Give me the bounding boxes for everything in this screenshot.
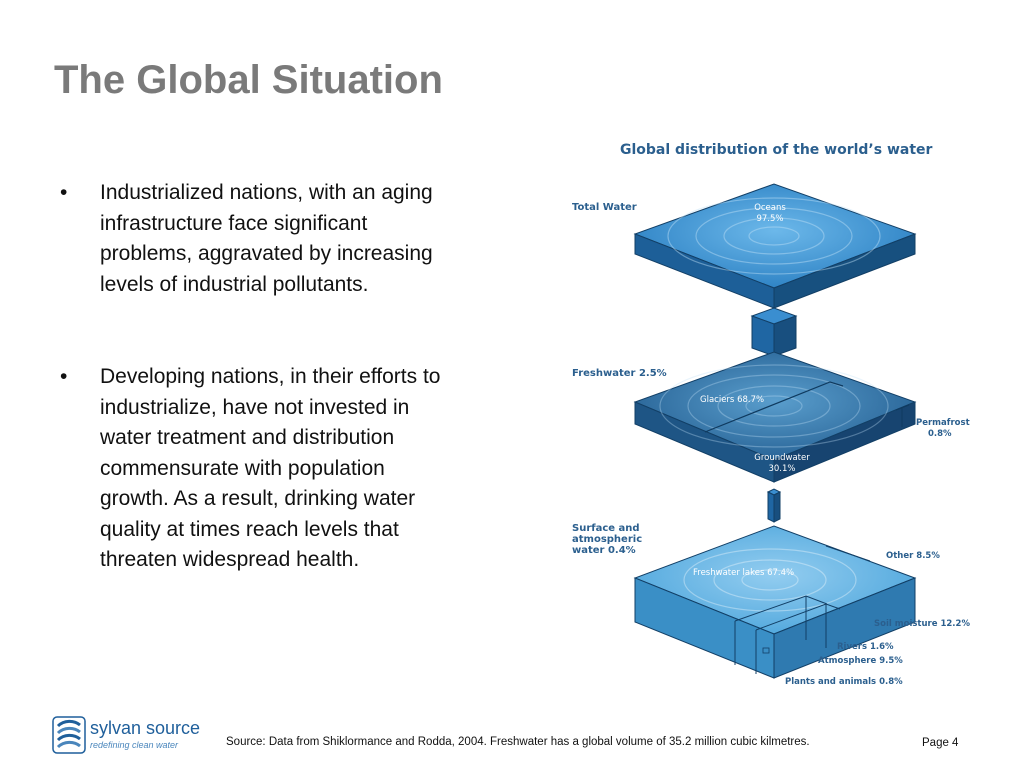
permafrost-value: 0.8% xyxy=(928,429,952,439)
bullet-item xyxy=(60,178,530,300)
bullet-text: Industrialized nations, with an aging infrastructure face significant problems, aggravated by increasing levels of industrial pollutants. xyxy=(100,181,433,296)
bullet-item xyxy=(60,362,530,576)
groundwater-label: Groundwater xyxy=(754,453,810,463)
logo-tagline: redefining clean water xyxy=(90,740,179,750)
other-label: Other 8.5% xyxy=(886,551,940,561)
plants-and-animals-label: Plants and animals 0.8% xyxy=(785,677,903,687)
company-logo xyxy=(52,716,202,756)
sylvan-source-logo-icon xyxy=(52,716,86,754)
oceans-label: Oceans xyxy=(754,203,786,213)
freshwater-lakes-label: Freshwater lakes 67.4% xyxy=(693,568,795,578)
glaciers-label: Glaciers 68.7% xyxy=(700,395,765,405)
level-label-surface-water: Surface and atmospheric water 0.4% xyxy=(572,523,643,556)
water-distribution-figure xyxy=(560,130,980,690)
ocean-to-freshwater-connector xyxy=(752,308,796,356)
level-label-total-water: Total Water xyxy=(572,202,637,213)
bullet-icon: • xyxy=(60,181,68,204)
bullet-text: Developing nations, in their efforts to industrialize, have not invested in water treatment and distribution commensurate with population growth. As a result, drinking water quality at times reach levels that threaten widespread health. xyxy=(100,365,441,571)
figure-title: Global distribution of the world’s water xyxy=(620,142,933,158)
logo-name: sylvan source xyxy=(90,718,201,738)
page-number: Page 4 xyxy=(922,737,959,749)
soil-moisture-label: Soil moisture 12.2% xyxy=(874,619,970,629)
groundwater-value: 30.1% xyxy=(768,464,796,474)
permafrost-label: Permafrost xyxy=(916,418,970,428)
oceans-value: 97.5% xyxy=(756,214,784,224)
bullet-icon: • xyxy=(60,365,68,388)
atmosphere-label: Atmosphere 9.5% xyxy=(818,656,903,666)
water-distribution-diagram xyxy=(560,130,980,690)
rivers-label: Rivers 1.6% xyxy=(837,642,894,652)
level-label-freshwater: Freshwater 2.5% xyxy=(572,368,667,379)
source-note: Source: Data from Shiklormance and Rodda, 2004. Freshwater has a global volume of 35.2 million cubic kilmetres. xyxy=(226,736,810,748)
bullet-list xyxy=(60,178,530,576)
slide-title: The Global Situation xyxy=(54,58,443,102)
freshwater-to-surface-connector xyxy=(768,489,780,522)
